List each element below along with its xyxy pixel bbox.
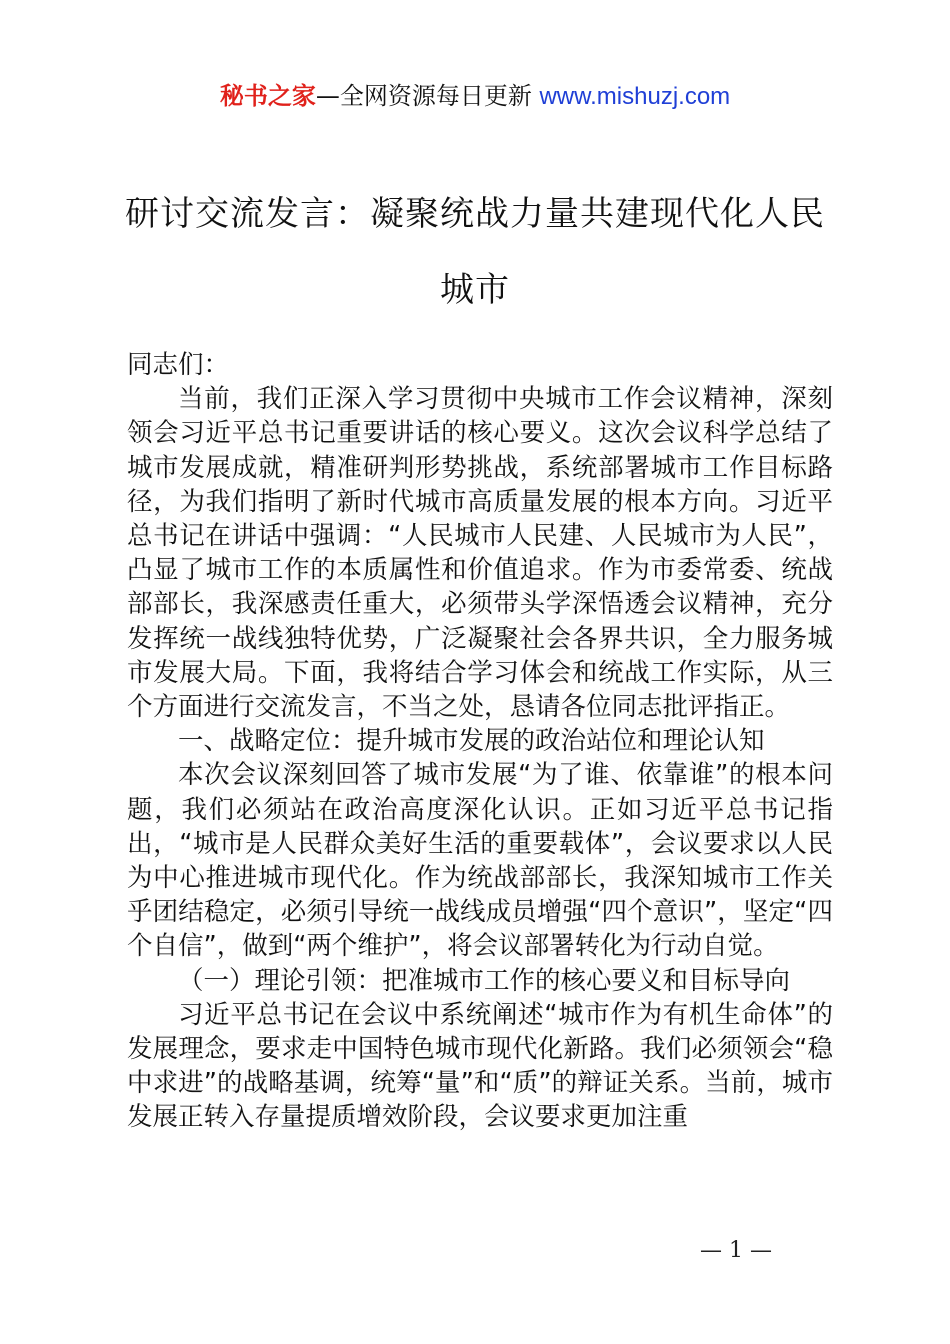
document-body bbox=[127, 348, 833, 1135]
section-heading-1: 一、战略定位：提升城市发展的政治站位和理论认知 bbox=[178, 726, 765, 757]
page-number: — 1 — bbox=[700, 1238, 772, 1263]
document-title: 研讨交流发言：凝聚统战力量共建现代化人民城市 bbox=[125, 194, 825, 310]
subsection-heading-1: （一）理论引领：把准城市工作的核心要义和目标导向 bbox=[178, 965, 791, 996]
paragraph-section-1: 本次会议深刻回答了城市发展“为了谁、依靠谁”的根本问题，我们必须站在政治高度深化认识。正如习近平总书记指出，“城市是人民群众美好生活的重要载体”，会议要求以人民为中心推进城市现代化。作为统战部部长，我深知城市工作关乎团结稳定，必须引导统一战线成员增强“四个意识”，坚定“四个自信”，做到“两个维护”，将会议部署转化为行动自觉。 bbox=[127, 760, 833, 962]
paragraph-subsection-1: 习近平总书记在会议中系统阐述“城市作为有机生命体”的发展理念，要求走中国特色城市现代化新路。我们必须领会“稳中求进”的战略基调，统筹“量”和“质”的辩证关系。当前，城市发展正转入存量提质增效阶段，会议要求更加注重 bbox=[127, 999, 833, 1133]
header-slogan: —全网资源每日更新 bbox=[315, 82, 532, 110]
salutation: 同志们： bbox=[127, 350, 230, 380]
brand-name: 秘书之家 bbox=[219, 82, 316, 110]
site-header bbox=[0, 80, 950, 113]
paragraph-intro: 当前，我们正深入学习贯彻中央城市工作会议精神，深刻领会习近平总书记重要讲话的核心要义。这次会议科学总结了城市发展成就，精准研判形势挑战，系统部署城市工作目标路径，为我们指明了新时代城市高质量发展的根本方向。习近平总书记在讲话中强调：“人民城市人民建、人民城市为人民”，凸显了城市工作的本质属性和价值追求。作为市委常委、统战部部长，我深感责任重大，必须带头学深悟透会议精神，充分发挥统一战线独特优势，广泛凝聚社会各界共识，全力服务城市发展大局。下面，我将结合学习体会和统战工作实际，从三个方面进行交流发言，不当之处，恳请各位同志批评指正。 bbox=[127, 384, 833, 723]
site-url-link[interactable]: www.mishuzj.com bbox=[539, 83, 731, 110]
